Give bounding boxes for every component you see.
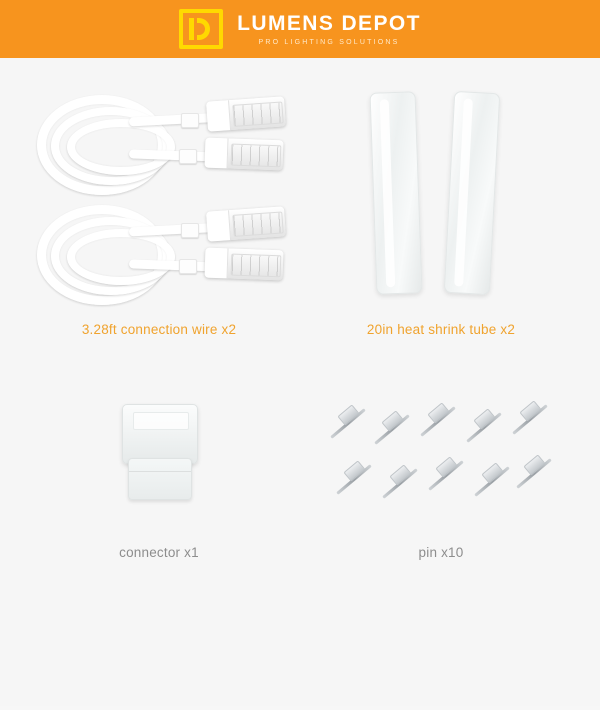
item-heat-shrink-tube <box>300 84 582 337</box>
wire-clip <box>179 149 197 164</box>
coil-ring-inner <box>67 119 175 175</box>
pin <box>512 453 556 497</box>
pin-head <box>481 462 503 483</box>
pin <box>370 409 414 453</box>
wire-connector-head <box>205 247 284 280</box>
wire-coil <box>37 205 187 301</box>
brand-text <box>237 13 421 46</box>
pin <box>424 455 468 499</box>
connector-illustration <box>118 402 200 512</box>
accessories-row-2 <box>18 377 582 560</box>
pin-head <box>343 460 365 481</box>
heat-shrink-tube <box>369 91 422 294</box>
pin-group-illustration <box>326 397 556 517</box>
connector-pin-contacts <box>232 101 283 126</box>
pin-head <box>389 464 411 485</box>
pin-head <box>519 400 541 421</box>
wire-connector-head <box>206 206 286 241</box>
pin-head <box>381 410 403 431</box>
connection-wire-image <box>18 84 300 314</box>
wire-coil <box>37 95 187 191</box>
brand-name: LUMENS DEPOT <box>237 11 421 35</box>
logo-l-stroke <box>189 18 194 40</box>
pin <box>332 459 376 503</box>
heat-shrink-tube <box>444 90 501 294</box>
logo-d-stroke <box>197 18 210 40</box>
pin-head <box>427 402 449 423</box>
item-caption: pin x10 <box>418 545 464 560</box>
brand-tagline: PRO LIGHTING SOLUTIONS <box>258 38 400 46</box>
wire-clip <box>179 259 197 274</box>
pin-head <box>337 404 359 425</box>
brand-lockup <box>179 9 421 49</box>
connector-image <box>18 377 300 537</box>
item-caption: 20in heat shrink tube x2 <box>366 322 516 337</box>
pin-head <box>523 454 545 475</box>
item-caption: connector x1 <box>119 545 199 560</box>
wire-clip <box>181 223 199 238</box>
connector-body <box>122 404 198 464</box>
accessories-grid <box>0 58 600 710</box>
wire-unit <box>29 89 289 197</box>
item-connector <box>18 377 300 560</box>
site-header <box>0 0 600 58</box>
pin-head <box>435 456 457 477</box>
tube-pair-illustration <box>341 92 541 307</box>
wire-pair-illustration <box>29 87 289 312</box>
pin-head <box>473 408 495 429</box>
wire-unit <box>29 199 289 307</box>
heat-shrink-tube-image <box>300 84 582 314</box>
coil-ring-inner <box>67 229 175 285</box>
connector-pin-contacts <box>231 143 282 167</box>
pin <box>462 407 506 451</box>
item-caption: 3.28ft connection wire x2 <box>81 322 237 337</box>
pin-image <box>300 377 582 537</box>
item-connection-wire <box>18 84 300 337</box>
connector-pin-contacts <box>231 253 282 277</box>
ld-monogram-icon <box>179 9 223 49</box>
wire-clip <box>181 113 199 128</box>
pin <box>416 401 460 445</box>
pin <box>326 403 370 447</box>
item-pin <box>300 377 582 560</box>
connector-pin-contacts <box>232 211 283 236</box>
wire-connector-head <box>206 96 286 131</box>
connector-lid <box>128 458 192 500</box>
pin <box>378 463 422 507</box>
accessories-row-1 <box>18 84 582 337</box>
pin <box>508 399 552 443</box>
wire-connector-head <box>205 137 284 170</box>
bottom-whitespace <box>18 560 582 710</box>
pin <box>470 461 514 505</box>
